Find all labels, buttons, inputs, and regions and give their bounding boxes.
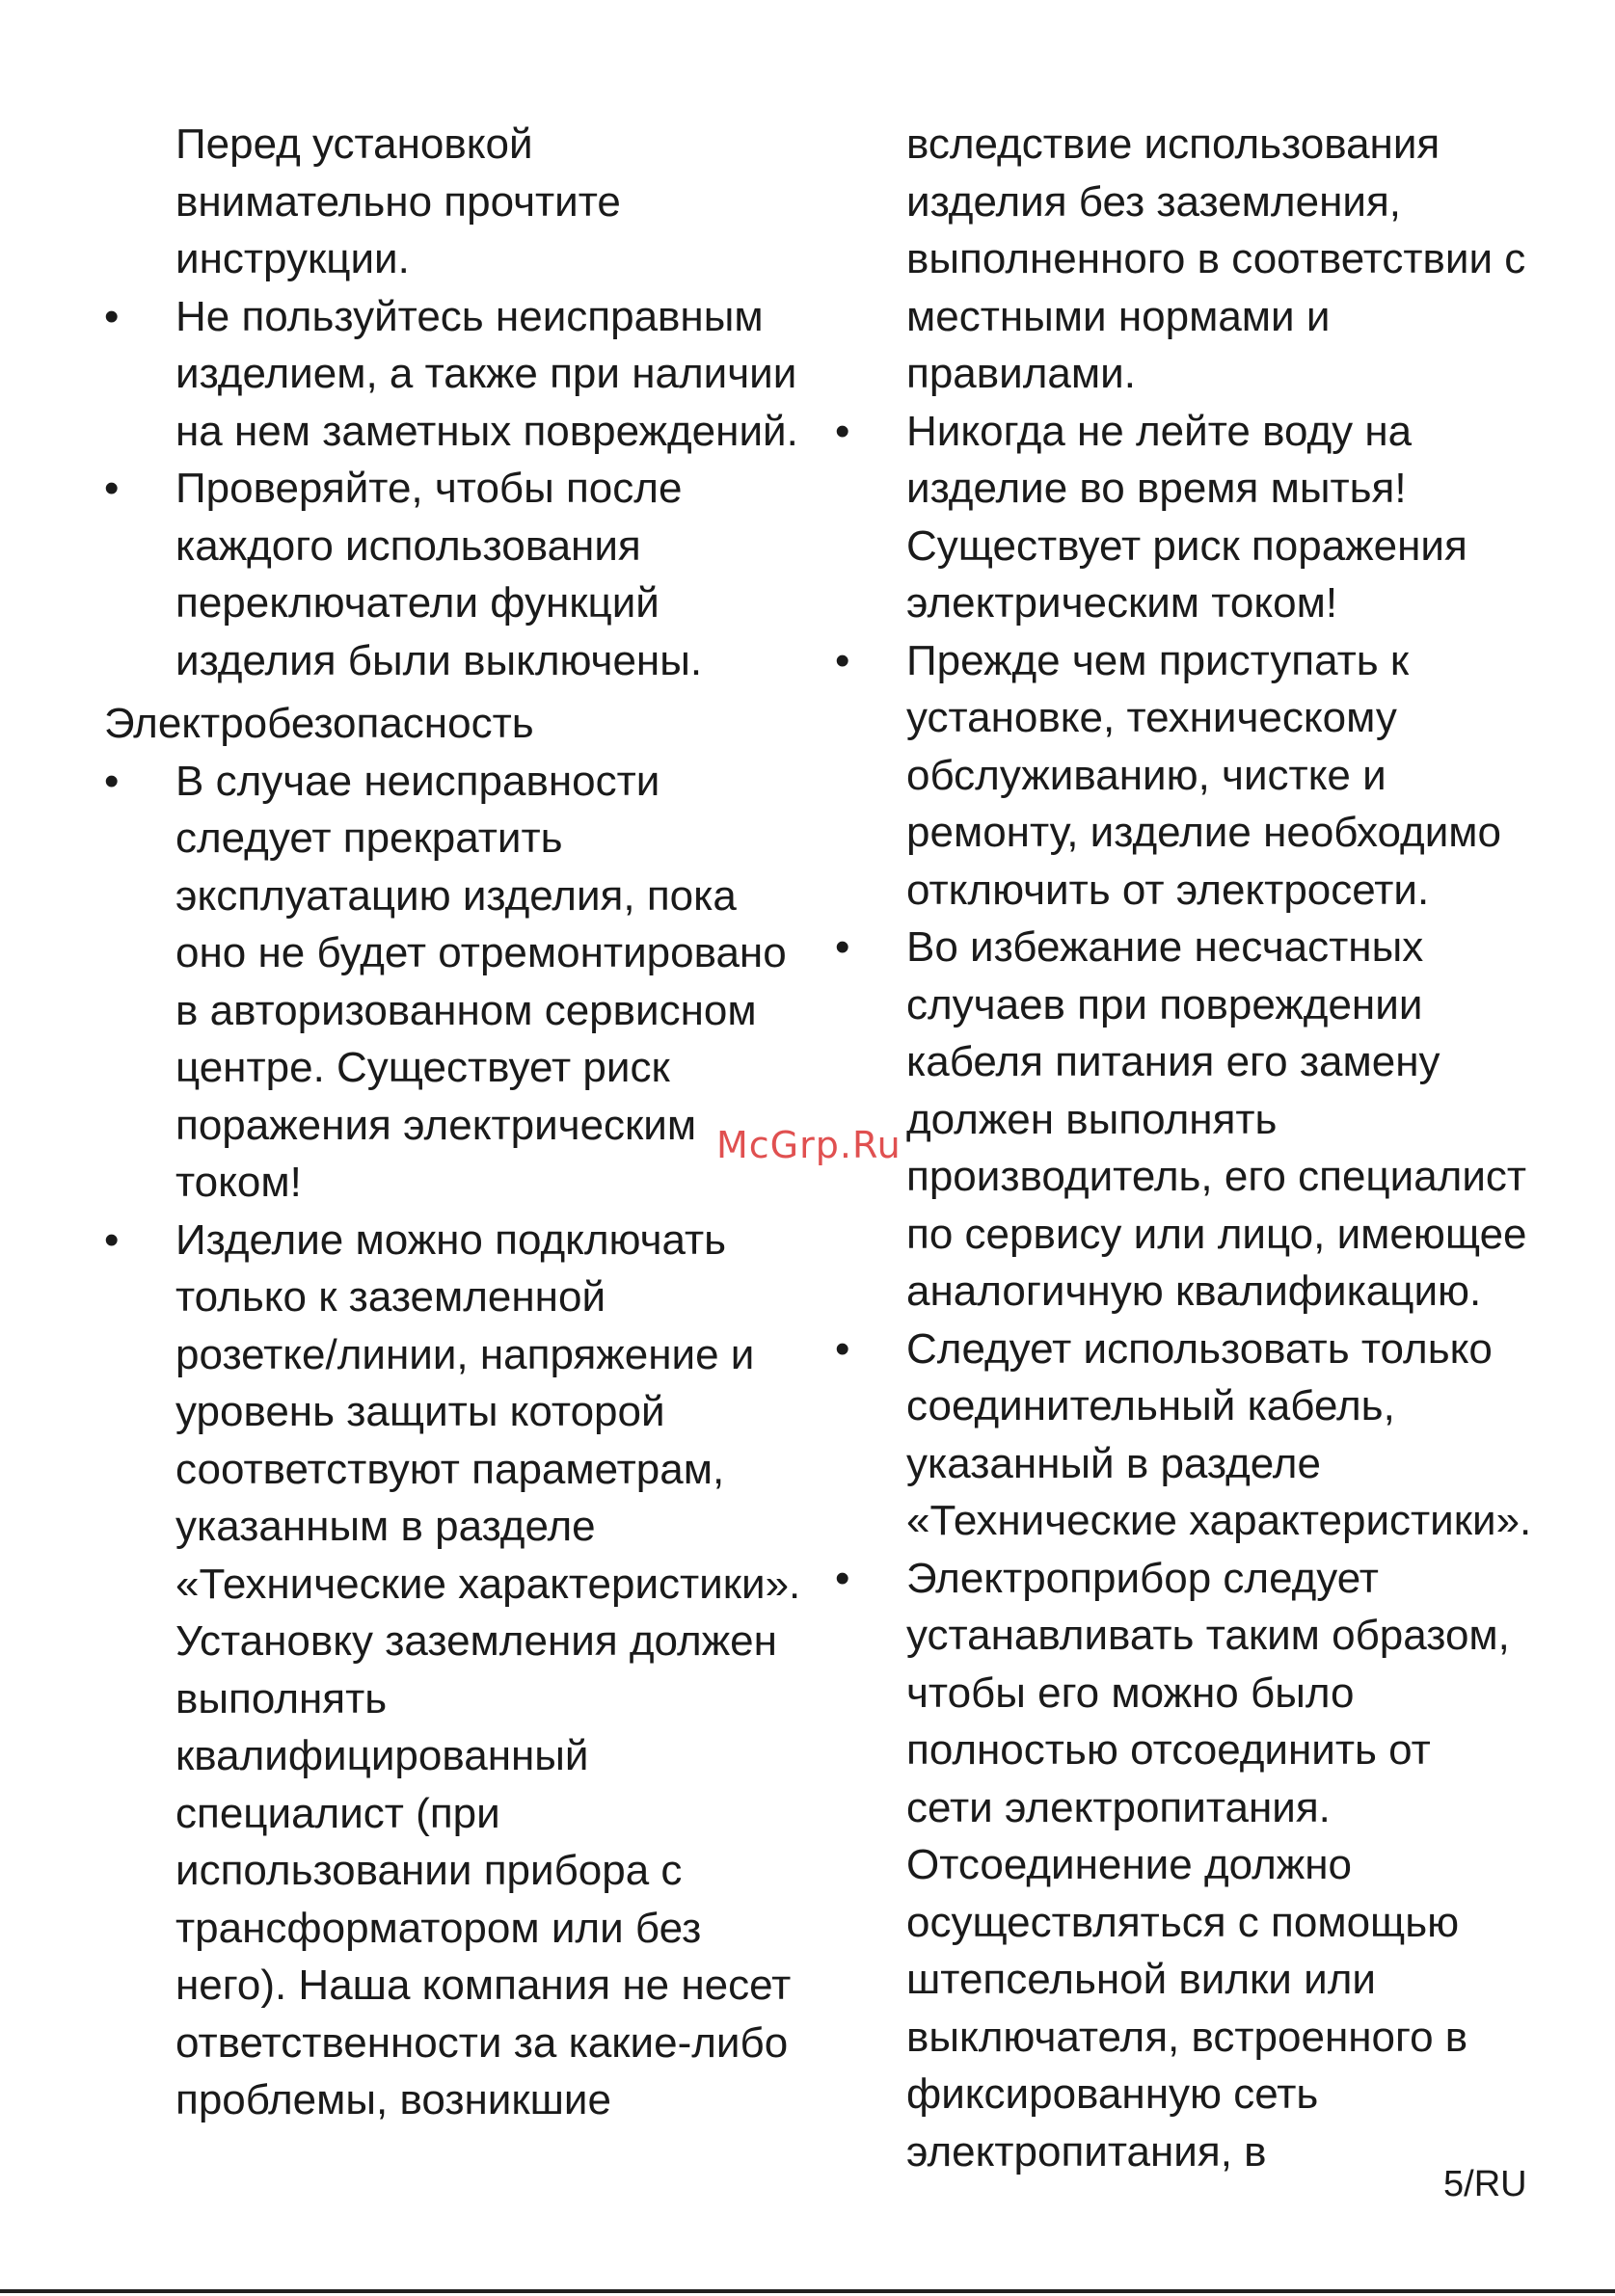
text-line: поражения электрическим [175, 1101, 697, 1149]
bullet-marker: • [104, 292, 120, 340]
paragraph [104, 116, 818, 288]
text-line: фиксированную сеть [906, 2070, 1319, 2118]
text-line: аналогичную квалификацию. [906, 1268, 1482, 1315]
bullet-item [104, 288, 818, 461]
bullet-item [835, 919, 1529, 1321]
text-line: изделием, а также при наличии [175, 350, 797, 397]
text-line: указанным в разделе [175, 1503, 596, 1550]
text-line: внимательно прочтите [175, 177, 621, 226]
bullet-marker: • [835, 1554, 850, 1602]
bullet-item [104, 460, 818, 689]
right-column [835, 116, 1532, 2180]
bullet-marker: • [835, 923, 850, 971]
text-line: чтобы его можно было [906, 1669, 1355, 1717]
text-line: осуществляться с помощью [906, 1898, 1460, 1946]
paragraph [835, 116, 1529, 403]
text-line: устанавливать таким образом, [906, 1612, 1510, 1659]
left-column [104, 116, 818, 2129]
text-line: ответственности за какие-либо [175, 2018, 789, 2067]
text-line: отключить от электросети. [906, 866, 1430, 914]
text-line: уровень защиты которой [175, 1388, 665, 1435]
text-line: Электробезопасность [104, 700, 534, 747]
bullet-marker: • [835, 636, 850, 684]
text-line: указанный в разделе [906, 1439, 1321, 1487]
bullet-item [104, 1212, 818, 2129]
bullet-item [835, 1321, 1532, 1550]
bullet-marker: • [835, 407, 850, 455]
text-line: случаев при повреждении [906, 980, 1423, 1028]
bullet-item [835, 403, 1529, 632]
bottom-divider [0, 2289, 1615, 2293]
bullet-item [835, 632, 1529, 920]
text-line: трансформатором или без [175, 1904, 702, 1952]
bullet-marker: • [835, 1324, 850, 1373]
text-line: вследствие использования [906, 120, 1440, 168]
text-line: Отсоединение должно [906, 1841, 1352, 1888]
text-line: полностью отсоединить от [906, 1726, 1431, 1774]
text-line: электрическим током! [906, 579, 1338, 627]
text-line: ремонту, изделие необходимо [906, 809, 1502, 856]
section-heading [104, 695, 818, 753]
bullet-marker: • [104, 1215, 120, 1264]
text-line: Проверяйте, чтобы после [175, 465, 683, 512]
page-number: 5/RU [1443, 2164, 1527, 2204]
text-line: в авторизованном сервисном [175, 986, 757, 1034]
text-line: В случае неисправности [175, 757, 660, 805]
text-line: изделия были выключены. [175, 636, 703, 684]
text-line: Следует использовать только [906, 1324, 1493, 1373]
text-line: установке, техническому [906, 694, 1397, 741]
text-line: розетке/линии, напряжение и [175, 1330, 755, 1378]
text-line: производитель, его специалист [906, 1153, 1527, 1200]
text-line: каждого использования [175, 521, 641, 570]
text-line: током! [175, 1159, 302, 1206]
text-line: оно не будет отремонтировано [175, 929, 787, 976]
text-line: правилами. [906, 350, 1136, 397]
text-line: штепсельной вилки или [906, 1956, 1376, 2003]
text-line: только к заземленной [175, 1273, 606, 1321]
text-line: использовании прибора с [175, 1847, 683, 1894]
text-line: следует прекратить [175, 814, 563, 862]
text-line: переключатели функций [175, 579, 659, 627]
text-line: выполнять [175, 1674, 388, 1722]
text-line: кабеля питания его замену [906, 1038, 1440, 1085]
text-line: него). Наша компания не несет [175, 1962, 792, 2009]
text-line: Установку заземления должен [175, 1617, 777, 1665]
text-line: Прежде чем приступать к [906, 636, 1410, 684]
text-line: на нем заметных повреждений. [175, 407, 798, 455]
text-line: Никогда не лейте воду на [906, 407, 1413, 455]
text-line: соединительный кабель, [906, 1382, 1395, 1429]
text-line: Электроприбор следует [906, 1554, 1379, 1602]
text-line: изделия без заземления, [906, 177, 1402, 226]
text-line: сети электропитания. [906, 1783, 1331, 1831]
text-line: проблемы, возникшие [175, 2076, 611, 2123]
watermark: McGrp.Ru [716, 1124, 902, 1166]
text-line: выключателя, встроенного в [906, 2013, 1468, 2061]
text-line: специалист (при [175, 1789, 500, 1837]
text-line: эксплуатацию изделия, пока [175, 871, 737, 920]
bullet-item [835, 1550, 1529, 2181]
text-line: электропитания, в [906, 2127, 1267, 2176]
text-line: Существует риск поражения [906, 521, 1467, 570]
text-line: обслуживанию, чистке и [906, 751, 1386, 799]
bullet-item [104, 753, 818, 1212]
text-line: должен выполнять [906, 1095, 1278, 1143]
text-line: «Технические характеристики». [906, 1497, 1532, 1544]
text-line: «Технические характеристики». [175, 1560, 801, 1608]
text-line: центре. Существует риск [175, 1044, 670, 1091]
text-line: Не пользуйтесь неисправным [175, 292, 764, 340]
text-line: Изделие можно подключать [175, 1215, 727, 1264]
text-line: выполненного в соответствии с [906, 235, 1526, 282]
text-line: соответствуют параметрам, [175, 1445, 725, 1493]
text-line: Во избежание несчастных [906, 923, 1424, 971]
text-line: изделие во время мытья! [906, 465, 1407, 512]
text-line: квалифицированный [175, 1732, 589, 1779]
text-line: инструкции. [175, 235, 410, 282]
text-line: Перед установкой [175, 120, 533, 168]
bullet-marker: • [104, 757, 120, 805]
text-line: по сервису или лицо, имеющее [906, 1210, 1527, 1258]
text-line: местными нормами и [906, 292, 1331, 340]
bullet-marker: • [104, 465, 120, 512]
